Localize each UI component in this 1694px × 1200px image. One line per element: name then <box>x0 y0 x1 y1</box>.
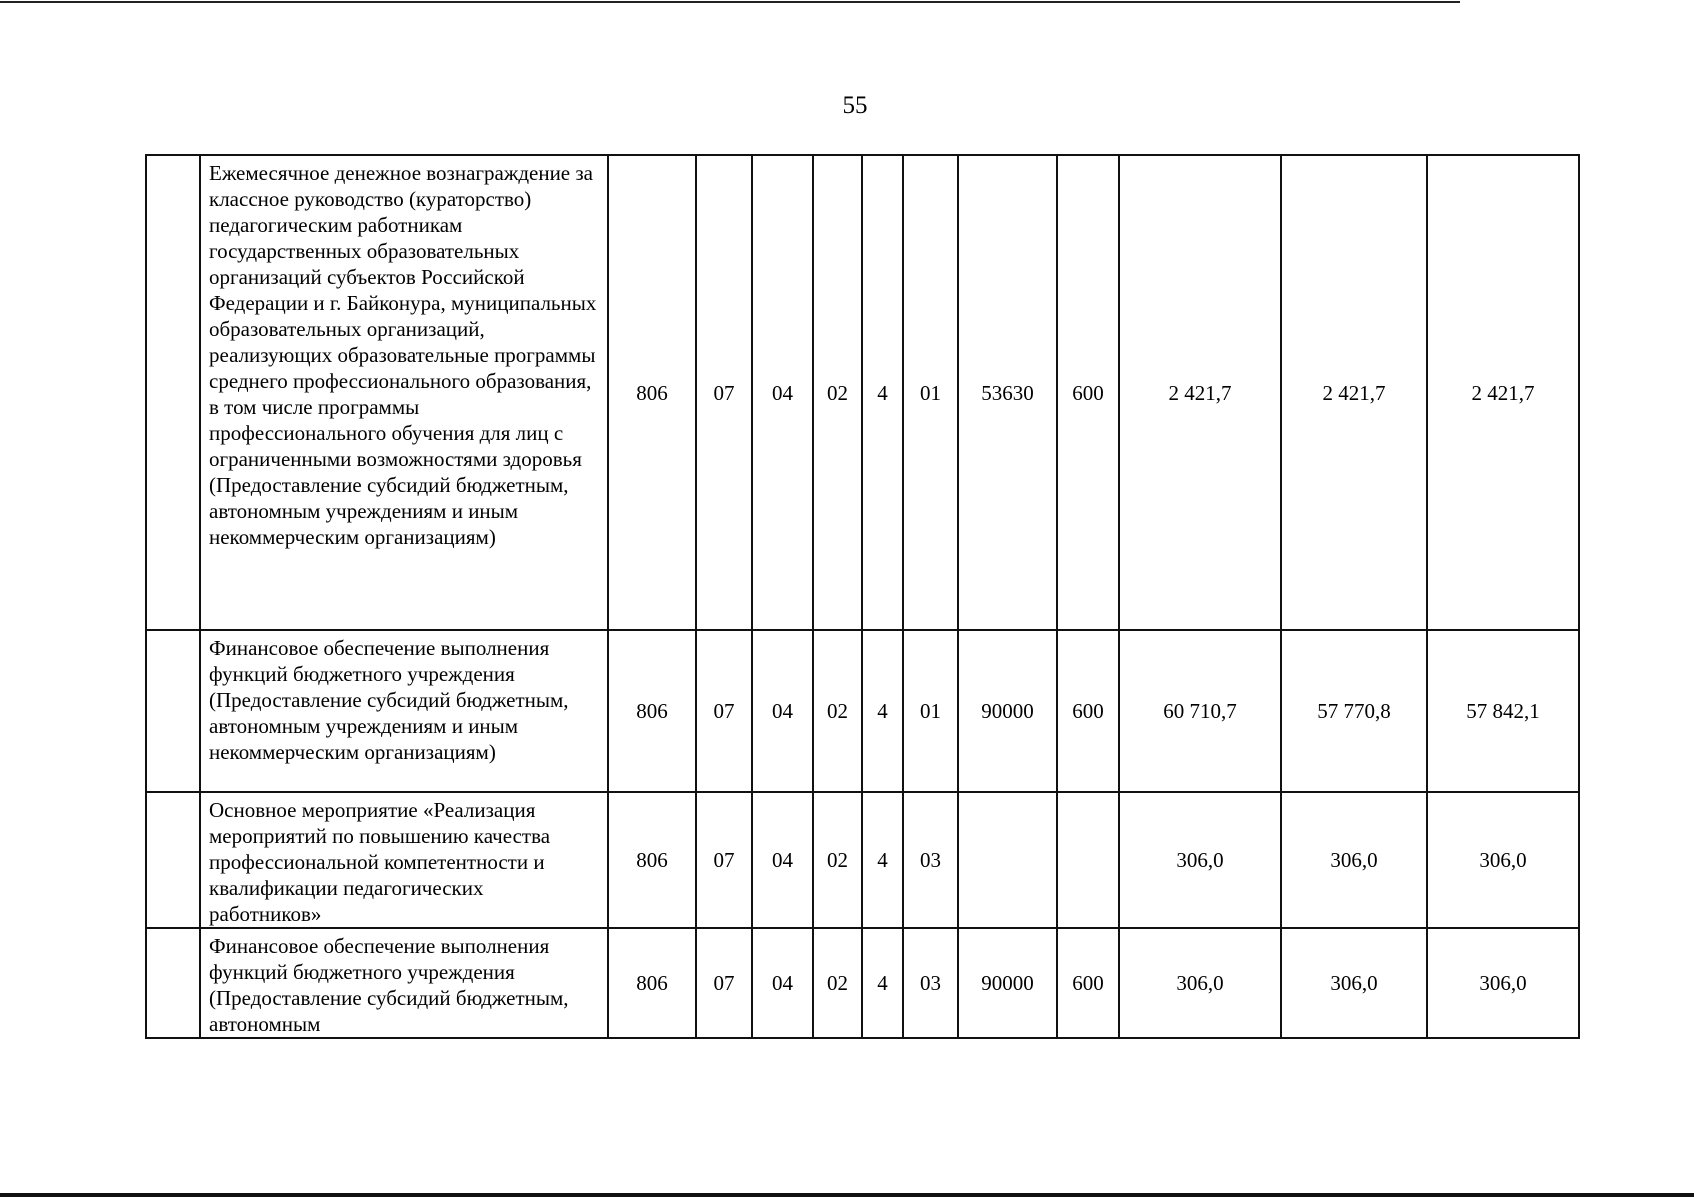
row-index-cell <box>146 928 200 1038</box>
code-subsection: 04 <box>752 155 813 630</box>
amount-year-3: 306,0 <box>1427 928 1579 1038</box>
code-program: 02 <box>813 155 862 630</box>
code-direction: 90000 <box>958 630 1057 792</box>
amount-year-2: 2 421,7 <box>1281 155 1427 630</box>
row-description: Ежемесячное денежное вознаграждение за классное руководство (кураторство) педагогическим работникам государственных образовательных организаций субъектов Российской Федерации и г. Байконура, муниципальных образовательных организаций, реализующих образовательные программы среднего профессионального образования, в том числе программы профессионального обучения для лиц с ограниченными возможностями здоровья (Предоставление субсидий бюджетным, автономным учреждениям и иным некоммерческим организациям) <box>200 155 608 630</box>
code-program: 02 <box>813 928 862 1038</box>
bottom-rule <box>0 1193 1694 1197</box>
code-subprogram: 4 <box>862 630 903 792</box>
code-subsection: 04 <box>752 928 813 1038</box>
row-description: Основное мероприятие «Реализация мероприятий по повышению качества профессиональной компетентности и квалификации педагогических работников» <box>200 792 608 928</box>
code-subsection: 04 <box>752 630 813 792</box>
budget-table <box>145 154 1580 1039</box>
code-section: 07 <box>696 155 752 630</box>
amount-year-1: 306,0 <box>1119 792 1281 928</box>
code-direction: 53630 <box>958 155 1057 630</box>
code-ministry: 806 <box>608 928 696 1038</box>
code-ministry: 806 <box>608 155 696 630</box>
amount-year-3: 306,0 <box>1427 792 1579 928</box>
row-index-cell <box>146 792 200 928</box>
top-rule <box>0 1 1460 3</box>
code-direction <box>958 792 1057 928</box>
code-expense-type: 600 <box>1057 630 1119 792</box>
code-subprogram: 4 <box>862 928 903 1038</box>
amount-year-1: 2 421,7 <box>1119 155 1281 630</box>
row-description: Финансовое обеспечение выполнения функций бюджетного учреждения (Предоставление субсидий бюджетным, автономным <box>200 928 608 1038</box>
row-index-cell <box>146 155 200 630</box>
amount-year-3: 57 842,1 <box>1427 630 1579 792</box>
code-activity: 03 <box>903 792 958 928</box>
amount-year-2: 306,0 <box>1281 792 1427 928</box>
row-index-cell <box>146 630 200 792</box>
code-subsection: 04 <box>752 792 813 928</box>
amount-year-1: 60 710,7 <box>1119 630 1281 792</box>
row-description: Финансовое обеспечение выполнения функций бюджетного учреждения (Предоставление субсидий бюджетным, автономным учреждениям и иным некоммерческим организациям) <box>200 630 608 792</box>
code-ministry: 806 <box>608 630 696 792</box>
code-section: 07 <box>696 630 752 792</box>
code-program: 02 <box>813 792 862 928</box>
table-row <box>146 630 1579 792</box>
code-expense-type: 600 <box>1057 928 1119 1038</box>
table-row <box>146 155 1579 630</box>
table-row <box>146 792 1579 928</box>
code-activity: 03 <box>903 928 958 1038</box>
code-ministry: 806 <box>608 792 696 928</box>
code-direction: 90000 <box>958 928 1057 1038</box>
amount-year-3: 2 421,7 <box>1427 155 1579 630</box>
amount-year-1: 306,0 <box>1119 928 1281 1038</box>
amount-year-2: 57 770,8 <box>1281 630 1427 792</box>
code-subprogram: 4 <box>862 792 903 928</box>
amount-year-2: 306,0 <box>1281 928 1427 1038</box>
code-expense-type <box>1057 792 1119 928</box>
code-subprogram: 4 <box>862 155 903 630</box>
page-number: 55 <box>842 92 868 119</box>
code-section: 07 <box>696 928 752 1038</box>
code-activity: 01 <box>903 630 958 792</box>
code-program: 02 <box>813 630 862 792</box>
code-section: 07 <box>696 792 752 928</box>
code-activity: 01 <box>903 155 958 630</box>
code-expense-type: 600 <box>1057 155 1119 630</box>
table-row <box>146 928 1579 1038</box>
